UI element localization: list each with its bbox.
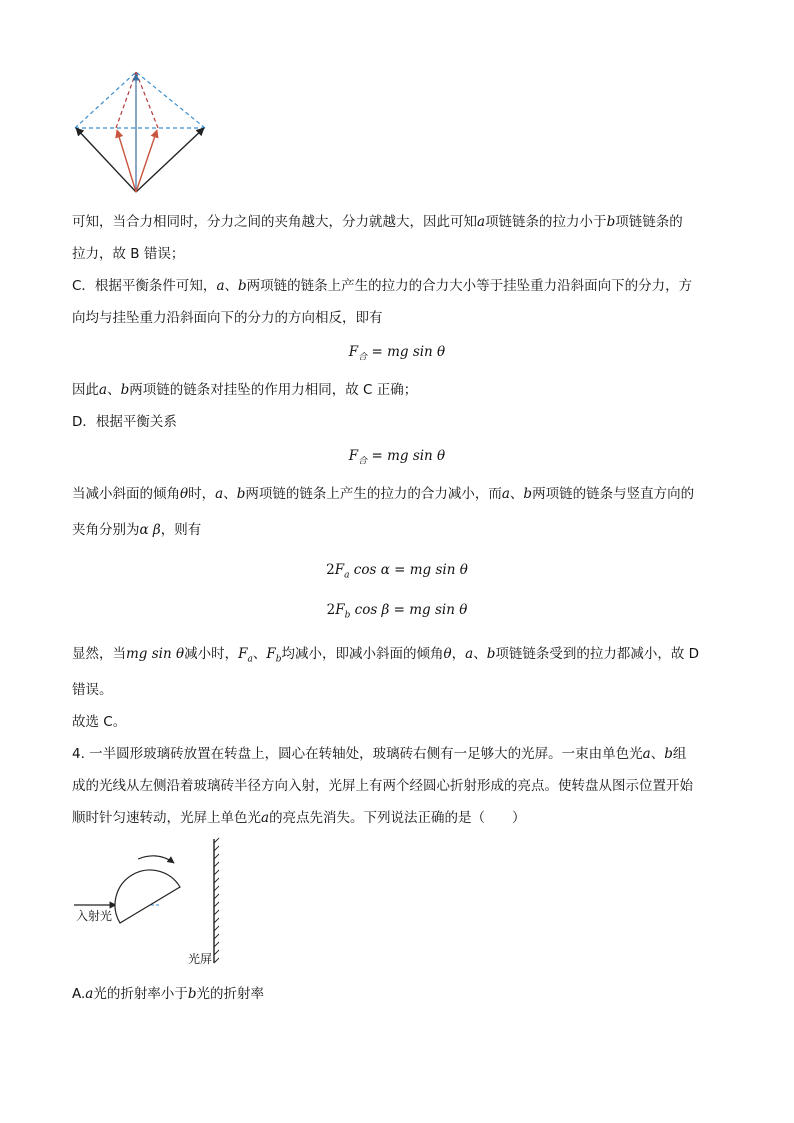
incident-light-label: 入射光 [76, 909, 113, 923]
text-line-10: 错误。 [72, 682, 113, 698]
rotation-arrow [138, 856, 174, 863]
screen-hatching [214, 838, 219, 963]
equation-3: $2F_a$ cos α = mg sin θ [326, 562, 468, 581]
red-dash-right [136, 72, 158, 128]
text-line-3: C．根据平衡条件可知，a、b两项链的链条上产生的拉力的合力大小等于挂坠重力沿斜面向下的分力，方 [72, 278, 693, 294]
text-line-7: 当减小斜面的倾角θ时，a、b两项链的链条上产生的拉力的合力减小，而a、b两项链的链条与竖直方向的 [72, 486, 695, 502]
dashed-right-top [136, 72, 205, 128]
question-4-line-1: 4. 一半圆形玻璃砖放置在转盘上，圆心在转轴处，玻璃砖右侧有一足够大的光屏。一束由单色光a、b组 [72, 746, 687, 762]
equation-2: $F_合$ = mg sin θ [348, 448, 446, 467]
text-line-1: 可知，当合力相同时，分力之间的夹角越大，分力就越大，因此可知a项链链条的拉力小于b项链链条的 [72, 214, 683, 230]
option-a: A.a光的折射率小于b光的折射率 [72, 986, 265, 1002]
text-line-9: 显然，当mg sin θ减小时，$F_a$、$F_b$均减小，即减小斜面的倾角θ，a、b项链链条受到的拉力都减小，故 D [72, 646, 700, 665]
question-4-line-3: 顺时针匀速转动，光屏上单色光a的亮点先消失。下列说法正确的是（ ） [72, 810, 526, 826]
text-line-5: 因此a、b两项链的链条对挂坠的作用力相同，故 C 正确； [72, 382, 418, 398]
text-line-2: 拉力，故 B 错误； [72, 246, 185, 262]
equation-4: $2F_b$ cos β = mg sin θ [326, 602, 468, 621]
text-line-11: 故选 C。 [72, 714, 127, 730]
screen-label: 光屏 [188, 952, 213, 966]
red-dash-left [116, 72, 136, 128]
text-line-4: 向均与挂坠重力沿斜面向下的分力的方向相反，即有 [72, 310, 383, 326]
text-line-6: D．根据平衡关系 [72, 414, 177, 430]
semicircle-glass [115, 870, 180, 923]
force-diagram [70, 68, 210, 198]
question-4-line-2: 成的光线从左侧沿着玻璃砖半径方向入射，光屏上有两个经圆心折射形成的亮点。使转盘从图示位置开始 [72, 778, 693, 794]
text-line-8: 夹角分别为α β，则有 [72, 522, 202, 538]
equation-1: $F_合$ = mg sin θ [348, 344, 446, 363]
dashed-left-top [75, 72, 136, 128]
black-arrow-left [76, 128, 136, 192]
